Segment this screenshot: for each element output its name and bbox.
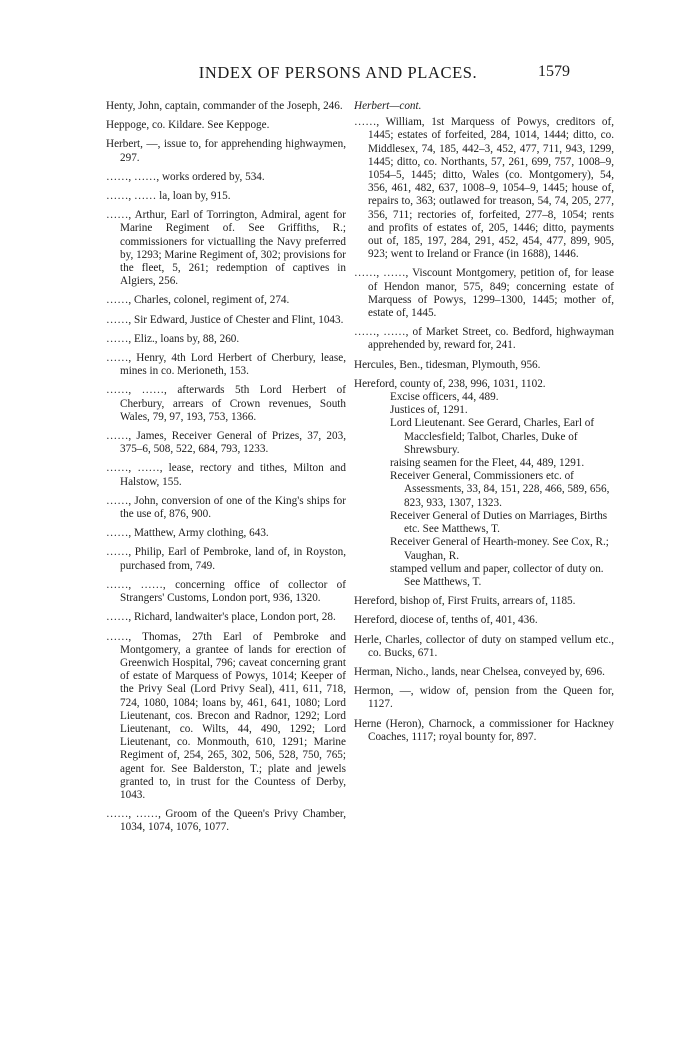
subentry: Justices of, 1291.: [390, 404, 468, 417]
index-entry: Hereford, diocese of, tenths of, 401, 436.: [354, 614, 538, 627]
index-entry: ……, John, conversion of one of the King's ships for the use of, 876, 900.: [106, 494, 346, 521]
index-entry: ……, ……, of Market Street, co. Bedford, highwayman apprehended by, reward for, 241.: [354, 326, 614, 352]
index-entry: ……, ……, afterwards 5th Lord Herbert of Cherbury, arrears of Crown revenues, South Wales, 79, 97, 193, 753, 1366.: [106, 384, 346, 423]
index-entry: ……, ……, Viscount Montgomery, petition of, for lease of Hendon manor, 575, 849; concerning estate of Marquess of Powys, 1299–1300, 1445; mother of, estate of, 1445.: [354, 267, 614, 320]
subentry: Lord Lieutenant. See Gerard, Charles, Earl of Macclesfield; Talbot, Charles, Duke of Shrewsbury.: [390, 417, 595, 456]
index-entry-hereford-county: Hereford, county of, 238, 996, 1031, 1102.: [354, 377, 546, 390]
subentry: raising seamen for the Fleet, 44, 489, 1291.: [390, 457, 585, 470]
index-entry: Herman, Nicho., lands, near Chelsea, conveyed by, 696.: [354, 665, 605, 678]
subentry: Excise officers, 44, 489.: [390, 391, 499, 404]
left-column: [106, 100, 346, 841]
subentry: stamped vellum and paper, collector of duty on. See Matthews, T.: [390, 562, 604, 588]
page-number: 1579: [538, 63, 570, 80]
index-entry: Henty, John, captain, commander of the Joseph, 246.: [106, 100, 343, 112]
index-entry: ……, …… la, loan by, 915.: [106, 190, 231, 203]
hereford-subentries: [354, 391, 614, 589]
index-entry: ……, William, 1st Marquess of Powys, creditors of, 1445; estates of forfeited, 284, 1014, 1444; ditto, co. Middlesex, 74, 185, 442–3, 452, 477, 711, 943, 1299, 1445; ditto, co. Northants, 57, 261, 699, 757, 1008–9, 1054–5, 1445; ditto, Wales (co. Montgomery), 54, 356, 461, 482, 637, 1008–9, 1054–9, 1445; house of, repairs to, 363; outlawed for treason, 54, 74, 205, 277, 356, 711; rectories of, forfeited, 277–8, 1054; rents and profits of estates of, 205, 1446; ditto, payments out of, 185, 197, 284, 291, 452, 454, 477, 899, 905, 923; went to Ireland or France (in 1688), 1446.: [354, 116, 614, 261]
index-entry: ……, Henry, 4th Lord Herbert of Cherbury, lease, mines in co. Merioneth, 153.: [106, 352, 346, 378]
right-column: [354, 100, 614, 750]
page-title: INDEX OF PERSONS AND PLACES.: [198, 63, 478, 82]
subentry: Receiver General of Hearth-money. See Cox, R.; Vaughan, R.: [390, 536, 609, 562]
continued-heading: Herbert—cont.: [354, 100, 422, 112]
index-entry: Hermon, —, widow of, pension from the Queen for, 1127.: [354, 685, 614, 711]
index-entry: ……, Sir Edward, Justice of Chester and Flint, 1043.: [106, 313, 344, 326]
index-entry: Herne (Heron), Charnock, a commissioner for Hackney Coaches, 1117; royal bounty for, 897.: [354, 717, 614, 743]
index-entry: ……, ……, concerning office of collector of Strangers' Customs, London port, 936, 1320.: [106, 578, 346, 605]
index-entry: ……, Charles, colonel, regiment of, 274.: [106, 294, 290, 307]
index-entry: ……, Eliz., loans by, 88, 260.: [106, 332, 240, 345]
index-entry: ……, ……, lease, rectory and tithes, Milton and Halstow, 155.: [106, 462, 346, 488]
index-entry: Herbert, —, issue to, for apprehending highwaymen, 297.: [106, 138, 346, 164]
index-entry: ……, Thomas, 27th Earl of Pembroke and Montgomery, a grantee of lands for erection of Greenwich Hospital, 796; caveat concerning grant of estate of Marquess of Powys, 1014; Keeper of the Privy Seal (Lord Privy Seal), 411, 611, 718, 724, 1080, 1084; loans by, 461, 641, 1080; Lord Lieutenant, cos. Brecon and Radnor, 1292; Lord Lieutenant, co. Wilts, 44, 490, 1292; Lord Lieutenant, co. Monmouth, 610, 1291; Marine Regiment of, 254, 265, 302, 506, 528, 750, 765; agent for. See Balderston, T.; plate and jewels granted to, in trust for the Countess of Derby, 1043.: [106, 630, 346, 801]
index-entry: ……, Philip, Earl of Pembroke, land of, in Royston, purchased from, 749.: [106, 546, 346, 572]
index-entry: Heppoge, co. Kildare. See Keppoge.: [106, 119, 270, 132]
index-entry: ……, Richard, landwaiter's place, London port, 28.: [106, 611, 336, 624]
index-entry: ……, ……, works ordered by, 534.: [106, 170, 265, 183]
index-entry: ……, ……, Groom of the Queen's Privy Chamber, 1034, 1074, 1076, 1077.: [106, 808, 346, 834]
subentry: Receiver General of Duties on Marriages, Births etc. See Matthews, T.: [390, 509, 608, 536]
index-entry: ……, Matthew, Army clothing, 643.: [106, 527, 269, 540]
index-entry: Herle, Charles, collector of duty on stamped vellum etc., co. Bucks, 671.: [354, 633, 614, 659]
index-entry: Hercules, Ben., tidesman, Plymouth, 956.: [354, 358, 541, 371]
subentry: Receiver General, Commissioners etc. of Assessments, 33, 84, 151, 228, 466, 589, 656, 823, 933, 1307, 1323.: [390, 470, 610, 509]
page-header: [100, 63, 576, 83]
index-entry: Hereford, bishop of, First Fruits, arrears of, 1185.: [354, 595, 576, 608]
index-entry: ……, James, Receiver General of Prizes, 37, 203, 375–6, 508, 522, 684, 793, 1233.: [106, 430, 346, 456]
index-entry: ……, Arthur, Earl of Torrington, Admiral, agent for Marine Regiment of. See Griffiths, R.; commissioners for victualling the Navy preferred by, 1293; Marine Regiment of, 302; provisions for the fleet, 5, 261; redemption of captives in Algiers, 256.: [106, 209, 346, 288]
